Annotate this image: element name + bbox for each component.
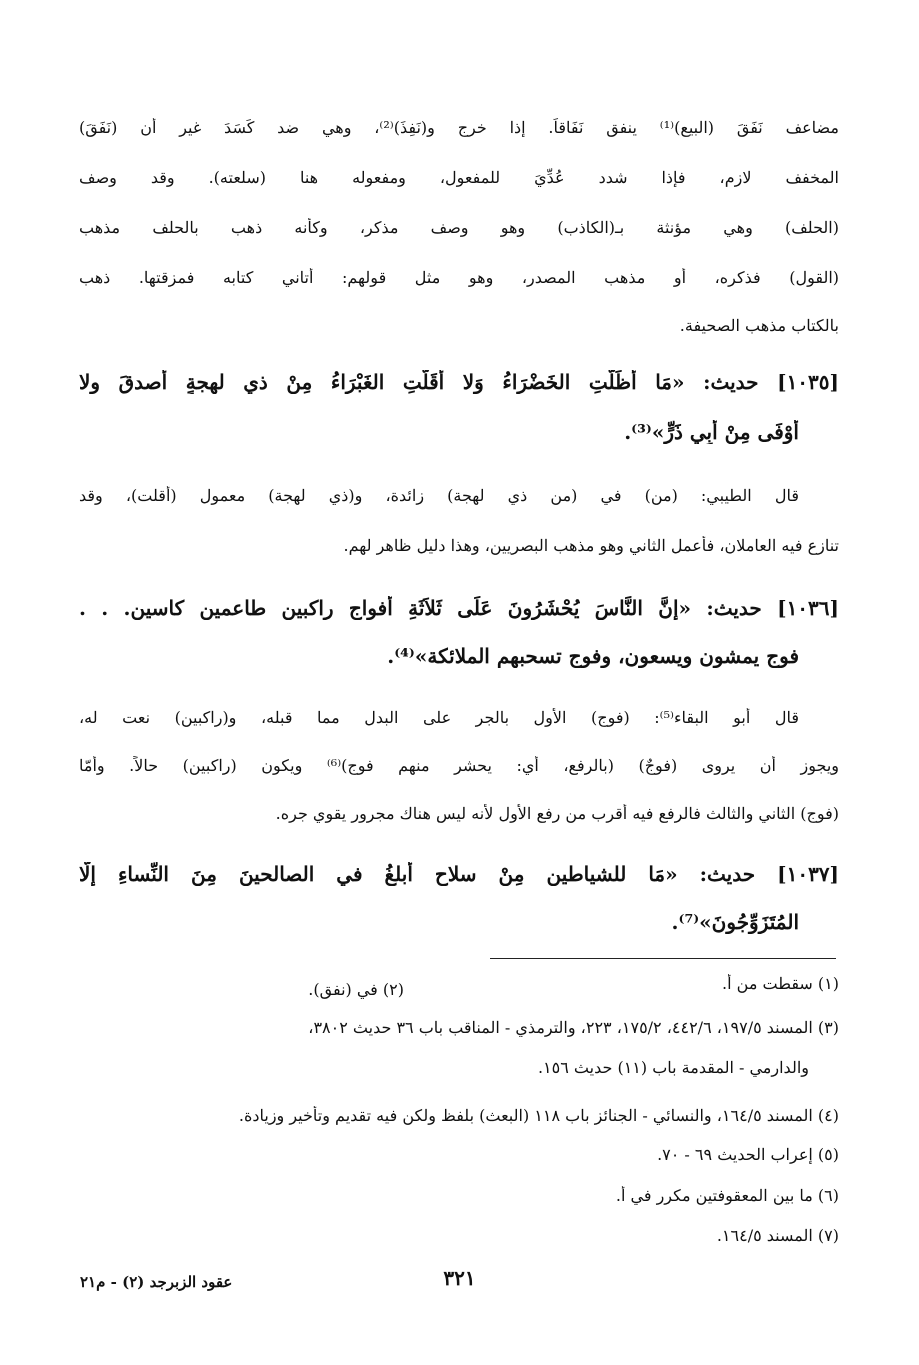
footnote-5: (٥) إعراب الحديث ٦٩ - ٧٠. [657, 1145, 839, 1164]
text-line: قال أبو البقاء⁽⁵⁾: (فوجٍ) الأول بالجر على البدل مما قبله، و(راكبين) نعت له، [79, 708, 799, 727]
footnote-2: (٢) في (نفق). [308, 980, 404, 999]
text-line: مضاعف نَفَقَ (البيع)⁽¹⁾ ينفق نَفَاقاً. إذا خرج و(نَفِذَ)⁽²⁾، وهي ضد كَسَدَ غير أن (نَفَقَ) [79, 118, 839, 137]
footnote-separator [490, 958, 836, 959]
hadith-line: فوج يمشون ويسعون، وفوج تسحبهم الملائكة»⁽⁴⁾. [387, 644, 799, 668]
text-line: (فوج) الثاني والثالث فالرفع فيه أقرب من رفع الأول لأنه ليس هناك مجرور يقوي جره. [275, 804, 839, 823]
hadith-line: [١٠٣٥] حديث: «مَا أَظَلَّتِ الخَضْرَاءُ وَلا أَقَلَّتِ الغَبْرَاءُ مِنْ ذي لهجةٍ أصدقَ ولا [79, 370, 839, 394]
text-line: المخفف لازم، فإذا شدد عُدِّيَ للمفعول، ومفعوله هنا (سلعته). وقد وصف [79, 168, 839, 187]
running-footer: عقود الزبرجد (٢) - م٢١ [80, 1273, 233, 1291]
page-number: ٣٢١ [443, 1266, 476, 1290]
hadith-line: أَوْفَى مِنْ أَبِي ذَرٍّ»⁽³⁾. [624, 420, 799, 444]
footnote-6: (٦) ما بين المعقوفتين مكرر في أ. [615, 1186, 839, 1205]
hadith-line: المُتَزَوِّجُونَ»⁽⁷⁾. [671, 910, 799, 934]
text-line: قال الطيبي: (من) في (من ذي لهجة) زائدة، و(ذي لهجة) معمول (أقلت)، وقد [79, 486, 799, 505]
hadith-line: [١٠٣٧] حديث: «مَا للشياطينِ مِنْ سلاحٍ أبلغُ في الصالحينَ مِنَ النِّساءِ إلَّا [79, 862, 839, 886]
footnote-3-continued: والدارمي - المقدمة باب (١١) حديث ١٥٦. [537, 1058, 809, 1077]
text-line: ويجوز أن يروى (فوجٌ) (بالرفع، أي: يحشر منهم فوج)⁽⁶⁾ ويكون (راكبين) حالاً. وأمّا [79, 756, 839, 775]
text-line: تنازع فيه العاملان، فأعمل الثاني وهو مذهب البصريين، وهذا دليل ظاهر لهم. [343, 536, 839, 555]
text-line: (القول) فذكره، أو مذهب المصدر، وهو مثل قولهم: أتاني كتابه فمزقتها. ذهب [79, 268, 839, 287]
footnote-3: (٣) المسند ١٩٧/٥، ٤٤٢/٦، ١٧٥/٢، ٢٢٣، والترمذي - المناقب باب ٣٦ حديث ٣٨٠٢، [308, 1018, 839, 1037]
footnote-1: (١) سقطت من أ. [722, 974, 839, 993]
footnote-7: (٧) المسند ١٦٤/٥. [716, 1226, 839, 1245]
text-line: (الحلف) وهي مؤنثة بـ(الكاذب) وهو وصف مذكر، وكأنه ذهب بالحلف مذهب [79, 218, 839, 237]
hadith-line: [١٠٣٦] حديث: «إِنَّ النَّاسَ يُحْشَرُونَ عَلَى ثَلاَثَةِ أفواجٍ راكبين طاعمين كاسين. . . [79, 596, 839, 620]
text-line: بالكتاب مذهب الصحيفة. [679, 316, 839, 335]
footnote-4: (٤) المسند ١٦٤/٥، والنسائي - الجنائز باب ١١٨ (البعث) بلفظ ولكن فيه تقديم وتأخير وزيادة. [238, 1106, 839, 1125]
